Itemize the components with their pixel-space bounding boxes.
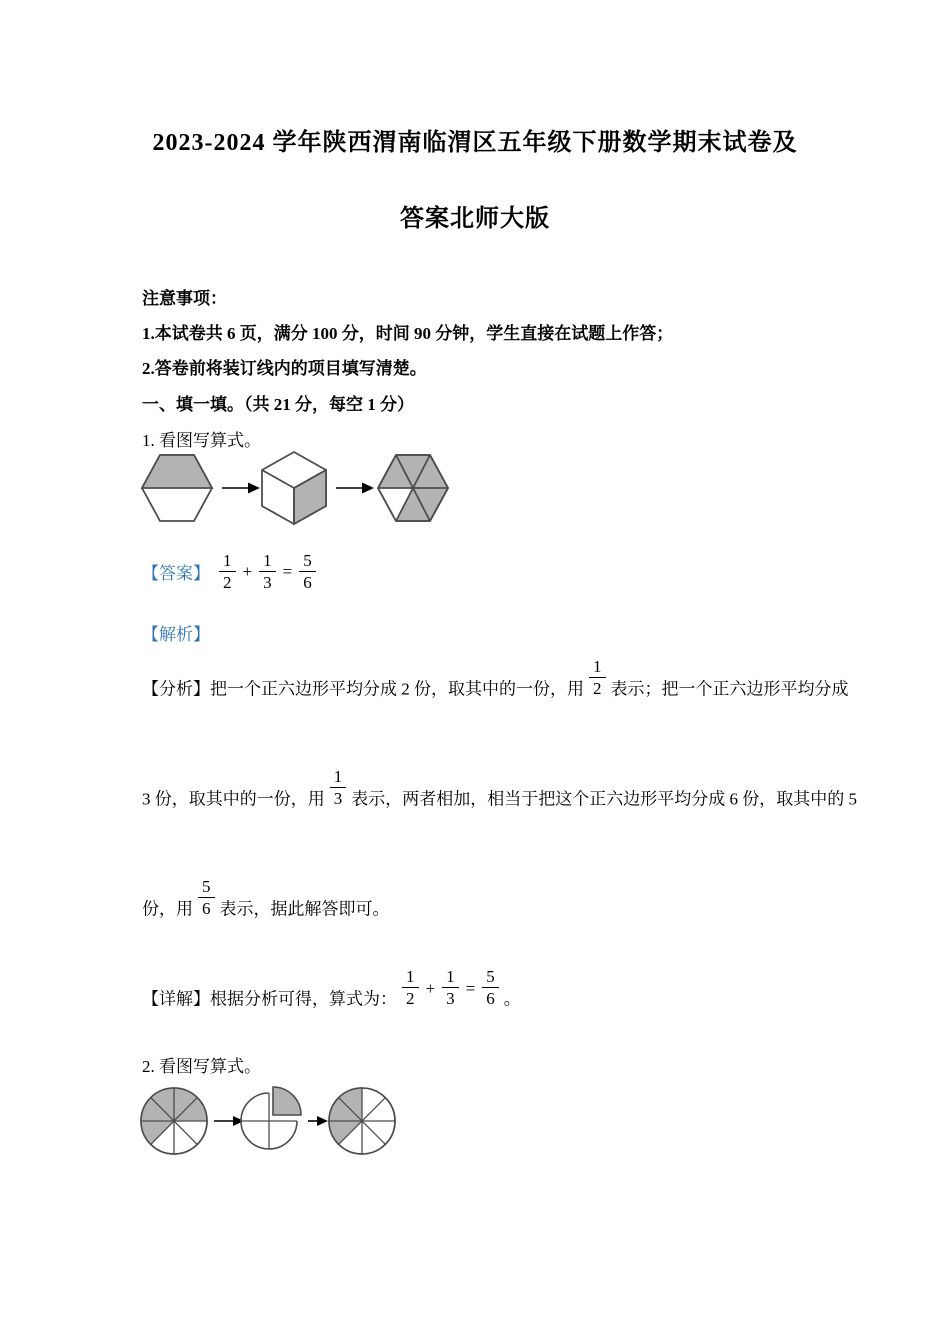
- fraction-denominator: 2: [593, 679, 602, 699]
- section1-heading: 一、填一填。（共 21 分，每空 1 分）: [142, 395, 414, 414]
- fraction-numerator: 5: [198, 876, 215, 898]
- operator: =: [465, 978, 476, 998]
- question1-label: 1. 看图写算式。: [142, 431, 261, 450]
- fraction: [330, 766, 347, 810]
- jiexi-label: 【解析】: [142, 625, 210, 644]
- fraction-denominator: 2: [223, 573, 232, 593]
- operator: +: [425, 978, 436, 998]
- hexagon-half-shaded: [142, 455, 212, 521]
- fraction: [219, 550, 236, 594]
- hexagon-diagram-svg: [140, 448, 460, 528]
- fraction-numerator: 5: [482, 966, 499, 988]
- circle-quarter-removed: [241, 1087, 301, 1149]
- text-segment: 。: [503, 989, 521, 1009]
- operator: =: [282, 561, 293, 581]
- fraction: [589, 656, 606, 700]
- fraction-numerator: 1: [259, 550, 276, 572]
- fraction-numerator: 1: [442, 966, 459, 988]
- fraction-numerator: 1: [589, 656, 606, 678]
- arrow-icon: [308, 1116, 328, 1126]
- text-segment: 份，用: [142, 899, 193, 919]
- circle-three-eighths-shaded: [329, 1088, 395, 1154]
- fraction-denominator: 6: [202, 899, 211, 919]
- circle-diagram-svg: [138, 1076, 398, 1171]
- hexagon-third-shaded: [262, 452, 326, 524]
- fraction-denominator: 2: [406, 989, 415, 1009]
- fraction: [259, 550, 276, 594]
- text-segment: 【分析】把一个正六边形平均分成 2 份，取其中的一份，用: [142, 679, 584, 699]
- fraction: [482, 966, 499, 1010]
- fraction: [299, 550, 316, 594]
- fraction-denominator: 3: [446, 989, 455, 1009]
- analysis-line-2: [142, 766, 857, 810]
- text-segment: 3 份，取其中的一份，用: [142, 789, 325, 809]
- text-segment: 表示，据此解答即可。: [219, 899, 390, 919]
- question2-label: 2. 看图写算式。: [142, 1057, 261, 1076]
- fraction-denominator: 3: [333, 789, 343, 809]
- fraction-numerator: 1: [330, 766, 347, 788]
- operator: +: [242, 561, 253, 581]
- fraction: [198, 876, 215, 920]
- analysis-line-1: [142, 656, 849, 700]
- notice-item-1: 1.本试卷共 6 页，满分 100 分，时间 90 分钟，学生直接在试题上作答；: [142, 324, 674, 343]
- fraction: [442, 966, 459, 1010]
- fraction-denominator: 6: [303, 573, 312, 593]
- fraction-numerator: 1: [402, 966, 419, 988]
- fraction-numerator: 5: [299, 550, 316, 572]
- answer-line: [142, 550, 321, 594]
- notice-heading: 注意事项：: [142, 289, 227, 308]
- fraction: [402, 966, 419, 1010]
- answer-label: 【答案】: [142, 564, 210, 584]
- circle-fraction-diagram: [138, 1076, 398, 1171]
- fraction-denominator: 3: [263, 573, 272, 593]
- page-title-line1: 2023-2024 学年陕西渭南临渭区五年级下册数学期末试卷及: [152, 130, 798, 156]
- text-segment: 表示，两者相加，相当于把这个正六边形平均分成 6 份，取其中的 5: [351, 789, 857, 809]
- fraction-denominator: 6: [486, 989, 495, 1009]
- hexagon-fraction-diagram: [140, 448, 460, 528]
- arrow-icon: [336, 483, 374, 494]
- answer-formula: [214, 550, 321, 594]
- page-title-line2: 答案北师大版: [400, 206, 550, 232]
- notice-item-2: 2.答卷前将装订线内的项目填写清楚。: [142, 359, 427, 378]
- fraction-numerator: 1: [219, 550, 236, 572]
- detail-line: [142, 966, 521, 1010]
- text-segment: 表示；把一个正六边形平均分成: [610, 679, 849, 699]
- arrow-icon: [214, 1116, 244, 1126]
- text-segment: 【详解】根据分析可得，算式为：: [142, 989, 397, 1009]
- circle-five-eighths-shaded: [141, 1088, 207, 1154]
- arrow-icon: [222, 483, 260, 494]
- hexagon-five-sixths-shaded: [378, 455, 448, 521]
- analysis-line-3: [142, 876, 390, 920]
